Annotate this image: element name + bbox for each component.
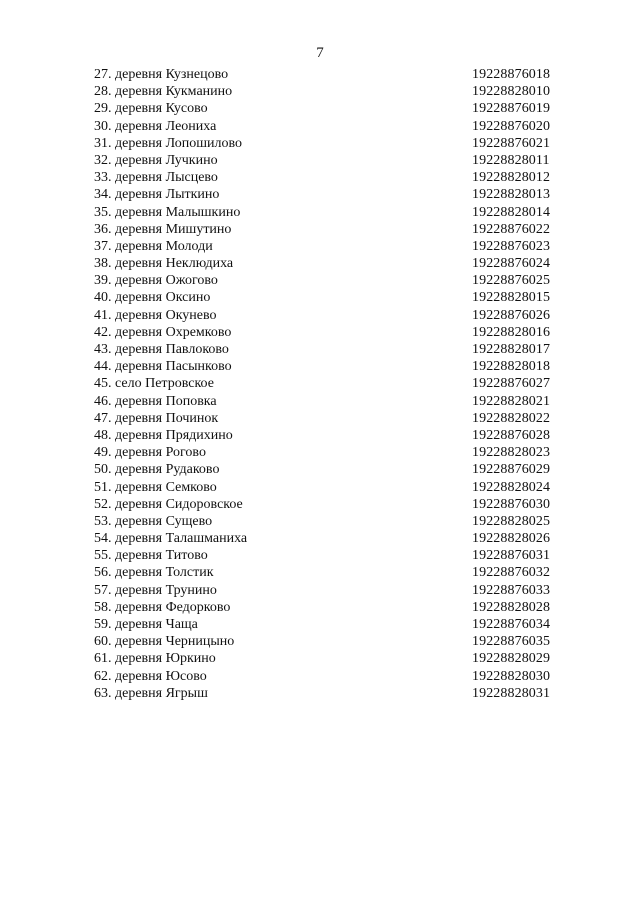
settlement-code: 19228828028 [472, 599, 551, 615]
list-item [94, 83, 564, 100]
settlement-code: 19228828013 [472, 187, 551, 203]
settlement-code: 19228876023 [472, 238, 551, 254]
settlement-code: 19228876032 [472, 565, 551, 581]
list-item [94, 427, 564, 444]
list-item [94, 530, 564, 547]
settlement-code: 19228828014 [472, 204, 551, 220]
settlement-code: 19228876033 [472, 582, 551, 598]
list-item [94, 479, 564, 496]
list-item [94, 169, 564, 186]
settlement-name: 56. деревня Толстик [94, 565, 214, 581]
settlement-code: 19228876030 [472, 496, 551, 512]
settlement-list [94, 66, 564, 702]
settlement-name: 46. деревня Поповка [94, 393, 217, 409]
settlement-name: 52. деревня Сидоровское [94, 496, 243, 512]
settlement-name: 33. деревня Лысцево [94, 170, 218, 186]
settlement-name: 47. деревня Починок [94, 410, 219, 426]
settlement-name: 50. деревня Рудаково [94, 462, 220, 478]
settlement-name: 40. деревня Оксино [94, 290, 211, 306]
settlement-code: 19228828011 [472, 152, 550, 168]
settlement-name: 48. деревня Прядихино [94, 427, 233, 443]
settlement-name: 42. деревня Охремково [94, 324, 232, 340]
settlement-name: 63. деревня Ягрыш [94, 685, 208, 701]
list-item [94, 513, 564, 530]
list-item [94, 135, 564, 152]
settlement-name: 59. деревня Чаща [94, 617, 198, 632]
settlement-code: 19228828010 [472, 84, 551, 100]
settlement-code: 19228828016 [472, 324, 551, 340]
list-item [94, 393, 564, 410]
page-number: 7 [316, 45, 324, 61]
list-item [94, 410, 564, 427]
settlement-code: 19228876022 [472, 221, 551, 237]
settlement-code: 19228828025 [472, 513, 551, 529]
settlement-code: 19228828023 [472, 445, 551, 461]
list-item [94, 255, 564, 272]
settlement-code: 19228828018 [472, 359, 551, 375]
list-item [94, 685, 564, 702]
settlement-code: 19228828024 [472, 479, 551, 495]
list-item [94, 375, 564, 392]
list-item [94, 582, 564, 599]
settlement-name: 36. деревня Мишутино [94, 221, 232, 237]
settlement-name: 27. деревня Кузнецово [94, 67, 229, 82]
settlement-code: 19228876035 [472, 634, 551, 650]
settlement-name: 31. деревня Лопошилово [94, 135, 243, 151]
settlement-name: 35. деревня Малышкино [94, 204, 241, 220]
settlement-name: 62. деревня Юсово [94, 668, 207, 684]
list-item [94, 461, 564, 478]
settlement-name: 37. деревня Молоди [94, 238, 213, 254]
settlement-name: 30. деревня Лeониха [94, 118, 217, 134]
list-item [94, 341, 564, 358]
settlement-code: 19228876025 [472, 273, 551, 289]
list-item [94, 100, 564, 117]
settlement-name: 41. деревня Окунево [94, 307, 217, 323]
settlement-code: 19228876029 [472, 462, 551, 478]
settlement-name: 61. деревня Юркино [94, 651, 216, 667]
settlement-code: 19228828012 [472, 170, 551, 186]
settlement-name: 60. деревня Черницыно [94, 634, 235, 650]
settlement-name: 45. село Петровское [94, 376, 214, 392]
list-item [94, 186, 564, 203]
list-item [94, 289, 564, 306]
settlement-code: 19228828031 [472, 685, 551, 701]
settlement-name: 32. деревня Лучкино [94, 152, 218, 168]
list-item [94, 650, 564, 667]
settlement-name: 44. деревня Пасынково [94, 359, 232, 375]
settlement-code: 19228876020 [472, 118, 551, 134]
settlement-name: 29. деревня Кусово [94, 101, 208, 117]
list-item [94, 358, 564, 375]
settlement-name: 57. деревня Трунино [94, 582, 217, 598]
settlement-code: 19228876031 [472, 548, 551, 564]
settlement-name: 54. деревня Талашманиха [94, 531, 248, 547]
settlement-code: 19228828017 [472, 342, 551, 357]
settlement-code: 19228828015 [472, 290, 551, 306]
settlement-code: 19228876018 [472, 67, 551, 82]
settlement-code: 19228876024 [472, 256, 551, 272]
settlement-code: 19228828029 [472, 651, 551, 667]
settlement-name: 43. деревня Павлоково [94, 342, 229, 357]
list-item [94, 238, 564, 255]
list-item [94, 204, 564, 221]
list-item [94, 599, 564, 616]
settlement-code: 19228828026 [472, 531, 551, 547]
list-item [94, 668, 564, 685]
list-item [94, 118, 564, 135]
settlement-code: 19228876021 [472, 135, 551, 151]
list-item [94, 547, 564, 564]
list-item [94, 221, 564, 238]
list-item [94, 564, 564, 581]
list-item [94, 633, 564, 650]
settlement-code: 19228876034 [472, 617, 551, 632]
list-item [94, 444, 564, 461]
settlement-name: 39. деревня Ожогово [94, 273, 218, 289]
settlement-name: 53. деревня Сущево [94, 513, 213, 529]
settlement-name: 28. деревня Кукманино [94, 84, 233, 100]
settlement-code: 19228828022 [472, 410, 551, 426]
list-item [94, 272, 564, 289]
list-item [94, 616, 564, 633]
settlement-name: 49. деревня Рогово [94, 445, 206, 461]
list-item [94, 324, 564, 341]
settlement-code: 19228876027 [472, 376, 551, 392]
settlement-code: 19228876028 [472, 427, 551, 443]
settlement-code: 19228828030 [472, 668, 551, 684]
settlement-code: 19228876026 [472, 307, 551, 323]
settlement-code: 19228876019 [472, 101, 551, 117]
list-item [94, 66, 564, 83]
settlement-code: 19228828021 [472, 393, 551, 409]
list-item [94, 496, 564, 513]
settlement-name: 51. деревня Семково [94, 479, 217, 495]
settlement-name: 38. деревня Неклюдиха [94, 256, 234, 272]
settlement-name: 34. деревня Лыткино [94, 187, 220, 203]
settlement-name: 55. деревня Титово [94, 548, 208, 564]
list-item [94, 152, 564, 169]
list-item [94, 307, 564, 324]
settlement-name: 58. деревня Федорково [94, 599, 231, 615]
